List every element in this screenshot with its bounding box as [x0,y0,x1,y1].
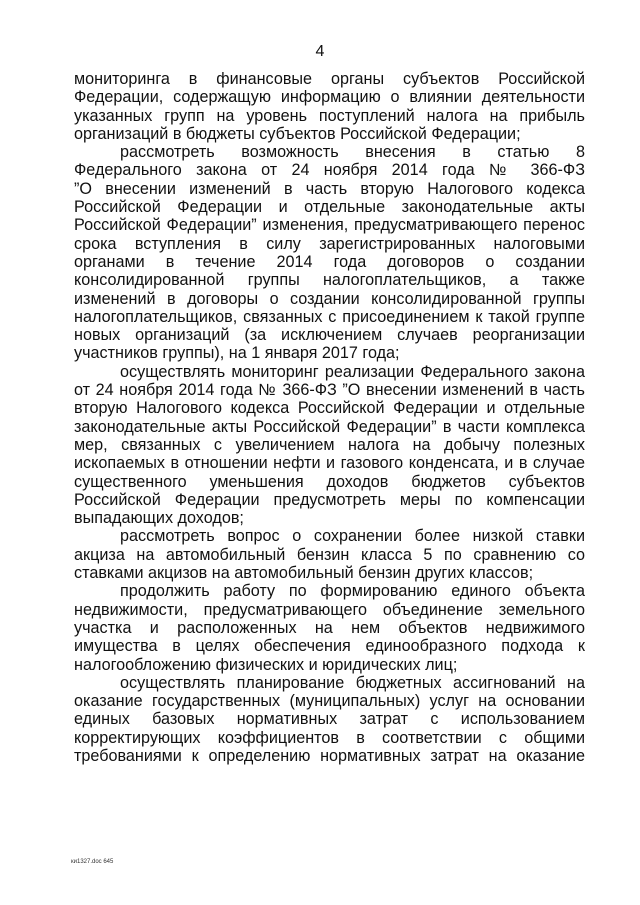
text-line: продолжить работу по формированию единого объекта [120,582,585,601]
text-line: рассмотреть вопрос о сохранении более низкой ставки [120,527,585,546]
text-line: органами в течение 2014 года договоров о создании [74,252,585,271]
text-line: ископаемых в отношении нефти и газового конденсата, и в случае [74,454,585,473]
text-line: корректирующих коэффициентов в соответствии с общими [74,728,585,747]
text-line: оказание государственных (муниципальных) услуг на основании [74,692,585,711]
text-line: изменений в договоры о создании консолидированной группы [74,289,585,308]
text-line: мер, связанных с увеличением налога на добычу полезных [74,435,585,454]
text-line: единых базовых нормативных затрат с использованием [74,710,585,729]
text-line: рассмотреть возможность внесения в статью 8 [120,143,585,162]
text-line: ставками акцизов на автомобильный бензин других классов; [74,564,534,583]
text-line: организаций в бюджеты субъектов Российской Федерации; [74,124,521,143]
text-line: новых организаций (за исключением случаев реорганизации [74,326,585,345]
text-line: консолидированной группы налогоплательщиков, а также [74,271,585,290]
text-line: участников группы), на 1 января 2017 года; [74,344,400,363]
text-line: ”О внесении изменений в часть вторую Налогового кодекса [74,179,585,198]
text-line: Федерации, содержащую информацию о влиянии деятельности [74,88,585,107]
text-line: выпадающих доходов; [74,509,244,528]
text-line: Российской Федерации” изменения, предусматривающего перенос [74,216,585,235]
text-line: Российской Федерации предусмотреть меры по компенсации [74,490,585,509]
text-line: налогообложению физических и юридических лиц; [74,655,458,674]
text-line: Российской Федерации и отдельные законодательные акты [74,198,585,217]
text-line: требованиями к определению нормативных затрат на оказание [74,746,585,765]
text-line: осуществлять планирование бюджетных ассигнований на [120,673,585,692]
text-line: участка и расположенных на нем объектов недвижимого [74,618,585,637]
page-number: 4 [315,43,325,60]
text-line: существенного уменьшения доходов бюджетов субъектов [74,472,585,491]
text-line: указанных групп на уровень поступлений налога на прибыль [74,106,585,125]
text-line: законодательные акты Российской Федерации” в части комплекса [74,417,585,436]
text-line: налогоплательщиков, связанных с присоединением к такой группе [74,307,585,326]
text-line: имущества в целях обеспечения единообразного подхода к [74,637,585,656]
text-line: Федерального закона от 24 ноября 2014 года № 366-ФЗ [74,161,585,180]
text-line: срока вступления в силу зарегистрированных налоговыми [74,234,585,253]
text-line: вторую Налогового кодекса Российской Федерации и отдельные [74,399,585,418]
text-line: от 24 ноября 2014 года № 366-ФЗ ”О внесении изменений в часть [74,381,585,400]
body-text [74,70,585,765]
text-line: недвижимости, предусматривающего объединение земельного [74,600,585,619]
text-line: мониторинга в финансовые органы субъектов Российской [74,70,585,88]
footer-code: ки1327.doc 645 [71,859,114,865]
text-line: акциза на автомобильный бензин класса 5 по сравнению со [74,545,585,564]
text-line: осуществлять мониторинг реализации Федерального закона [120,362,585,381]
